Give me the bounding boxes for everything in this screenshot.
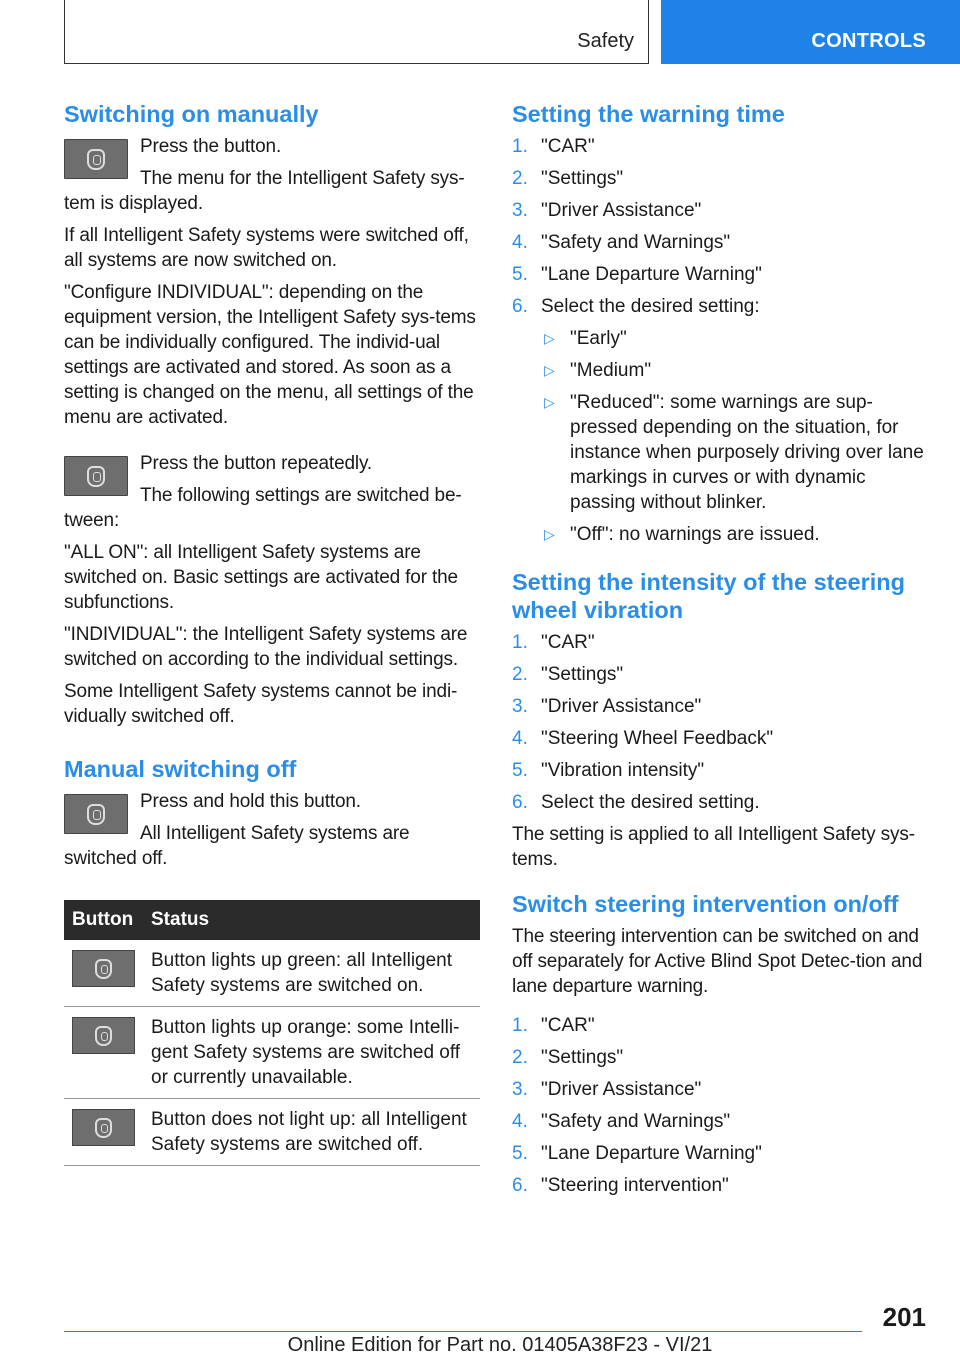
list-item: 5. "Vibration intensity" <box>512 760 705 781</box>
button-green-icon <box>72 950 135 987</box>
text-press-repeatedly: Press the button repeatedly. <box>140 453 373 474</box>
text-press-and-hold: Press and hold this button. <box>140 791 361 812</box>
list-item: 1. "CAR" <box>512 1015 595 1036</box>
text-settings-switched: The following settings are switched be‐tween: <box>64 485 462 531</box>
status-table <box>64 900 480 1166</box>
header-section-label: Safety <box>577 30 634 52</box>
table-row <box>64 1007 480 1099</box>
text-cannot-switch-off: Some Intelligent Safety systems cannot be indi‐vidually switched off. <box>64 681 458 727</box>
footer-edition: Online Edition for Part no. 01405A38F23 - VI/21 <box>287 1334 713 1356</box>
text-configure-individual: "Configure INDIVIDUAL": depending on the equipment version, the Intelligent Safety sys‐tems can be individually configured. The individ‐ual settings are activated and stored. As soon as a setting is changed on the menu, all settings of the menu are activated. <box>64 282 476 428</box>
table-cell-status: Button lights up green: all Intelligent Safety systems are switched on. <box>143 940 480 1007</box>
list-item: 5. "Lane Departure Warning" <box>512 264 762 285</box>
footer-divider <box>64 1331 862 1332</box>
text-individual: "INDIVIDUAL": the Intelligent Safety systems are switched on according to the individual settings. <box>64 624 468 670</box>
heading-warning-time: Setting the warning time <box>512 101 785 127</box>
triangle-bullet-icon: ▷ <box>544 330 555 346</box>
steps-steering-intervention <box>512 1013 932 1198</box>
list-item: 1. "CAR" <box>512 632 595 653</box>
text-menu-displayed: The menu for the Intelligent Safety sys‐tem is displayed. <box>64 168 465 214</box>
table-header-status: Status <box>143 900 480 940</box>
heading-switching-on-manually: Switching on manually <box>64 101 319 127</box>
list-item: 6. "Steering intervention" <box>512 1175 729 1196</box>
table-cell-status: Button lights up orange: some Intelli‐gent Safety systems are switched off or currently unavailable. <box>143 1007 480 1099</box>
header-chapter-tab[interactable] <box>661 0 960 64</box>
button-orange-icon <box>72 1017 135 1054</box>
table-row <box>64 940 480 1007</box>
list-item: ▷ "Early" <box>541 326 932 351</box>
options-warning-time <box>541 326 932 547</box>
header-section-box <box>64 0 649 64</box>
heading-steering-intervention: Switch steering intervention on/off <box>512 891 899 917</box>
list-item: 3. "Driver Assistance" <box>512 696 702 717</box>
table-row <box>64 1099 480 1166</box>
text-setting-applied: The setting is applied to all Intelligent Safety sys‐tems. <box>512 824 915 870</box>
text-intervention-desc: The steering intervention can be switched on and off separately for Active Blind Spot Detec‐tion and lane departure warning. <box>512 926 923 997</box>
table-header-button: Button <box>64 900 143 940</box>
list-item: 1. "CAR" <box>512 136 595 157</box>
list-item: 2. "Settings" <box>512 168 624 189</box>
triangle-bullet-icon: ▷ <box>544 394 555 410</box>
steps-warning-time <box>512 134 932 554</box>
triangle-bullet-icon: ▷ <box>544 362 555 378</box>
list-item: 6. Select the desired setting. <box>512 792 760 813</box>
table-cell-status: Button does not light up: all Intelligent Safety systems are switched off. <box>143 1099 480 1166</box>
text-all-switched-on: If all Intelligent Safety systems were switched off, all systems are now switched on. <box>64 225 469 271</box>
list-item: 4. "Safety and Warnings" <box>512 1111 731 1132</box>
list-item: 5. "Lane Departure Warning" <box>512 1143 762 1164</box>
right-column <box>512 100 932 1212</box>
triangle-bullet-icon: ▷ <box>544 526 555 542</box>
list-item: 3. "Driver Assistance" <box>512 200 702 221</box>
list-item: 6. Select the desired setting: ▷ "Early" ▷ "Medium" ▷ "Reduced": some warnings are sup‐pressed depending on the situation, for instance when purposely driving over lane markings in curves or with dynamic passing without blinker. ▷ "Off": no warnings are issued. <box>512 294 932 554</box>
list-item: 4. "Steering Wheel Feedback" <box>512 728 774 749</box>
list-item: ▷ "Reduced": some warnings are sup‐pressed depending on the situation, for instance when purposely driving over lane markings in curves or with dynamic passing without blinker. <box>541 390 932 515</box>
heading-manual-switching-off: Manual switching off <box>64 756 297 782</box>
list-item: 3. "Driver Assistance" <box>512 1079 702 1100</box>
text-press-button: Press the button. <box>140 136 282 157</box>
heading-steering-vibration: Setting the intensity of the steering wheel vibration <box>512 569 906 623</box>
list-item: 2. "Settings" <box>512 1047 624 1068</box>
left-column <box>64 100 482 1166</box>
safety-button-icon <box>64 139 128 179</box>
page-number: 201 <box>882 1302 926 1332</box>
text-all-switched-off: All Intelligent Safety systems are switched off. <box>64 823 410 869</box>
list-item: 4. "Safety and Warnings" <box>512 232 731 253</box>
safety-button-icon <box>64 794 128 834</box>
header-chapter-label: CONTROLS <box>811 30 926 52</box>
text-all-on: "ALL ON": all Intelligent Safety systems are switched on. Basic settings are activated for the subfunctions. <box>64 542 458 613</box>
steps-steering-vibration <box>512 630 932 815</box>
button-off-icon <box>72 1109 135 1146</box>
list-item: ▷ "Medium" <box>541 358 932 383</box>
list-item: 2. "Settings" <box>512 664 624 685</box>
list-item: ▷ "Off": no warnings are issued. <box>541 522 932 547</box>
safety-button-icon <box>64 456 128 496</box>
